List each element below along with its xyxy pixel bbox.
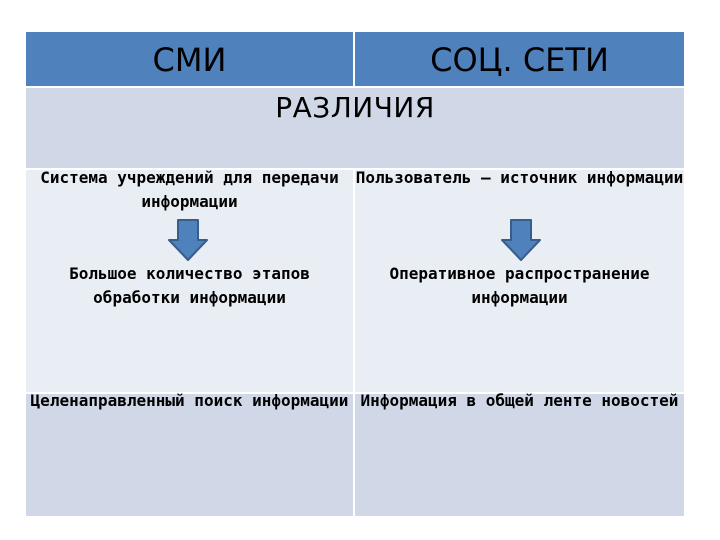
differences-title: РАЗЛИЧИЯ	[275, 91, 435, 124]
column-header-media: СМИ	[152, 41, 227, 79]
column-header-social: СОЦ. СЕТИ	[430, 41, 609, 79]
comparison-table	[26, 32, 684, 516]
media-item-1: Система учреждений для передачи информации	[40, 168, 339, 211]
media-item-2: Большое количество этапов обработки информации	[69, 264, 310, 307]
column-divider	[353, 168, 355, 516]
social-item-1: Пользователь – источник информации	[355, 168, 684, 187]
down-arrow-icon	[167, 218, 209, 262]
down-arrow-icon	[500, 218, 542, 262]
social-item-3: Информация в общей ленте новостей	[360, 391, 679, 410]
media-item-3: Целенаправленный поиск информации	[30, 391, 349, 410]
social-item-2: Оперативное распространение информации	[389, 264, 650, 307]
